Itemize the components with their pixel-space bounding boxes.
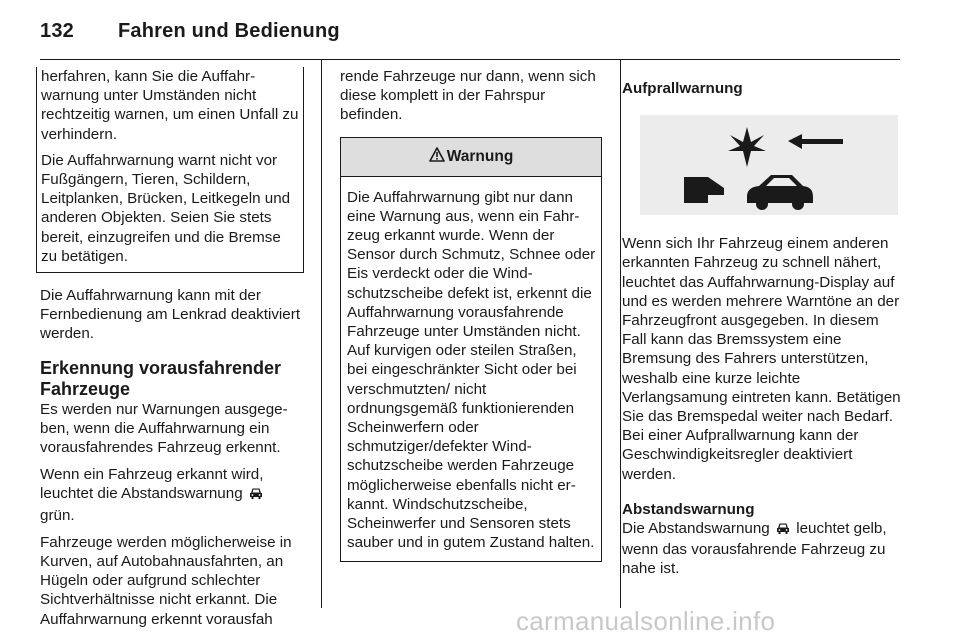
warning-body: Die Auffahrwarnung gibt nur dann eine Warnung aus, wenn ein Fahrzeug erkannt wurde. Wenn der Sensor durch Schmutz, Schnee oder Eis verdeckt oder die Windschutzscheibe defekt ist, erkennt die Auffahrwarnung vorausfahrende Fahrzeuge unter Umständen nicht. Auf kurvigen oder steilen Straßen, bei eingeschränkter Sicht oder bei verschmutzten/ nicht ordnungsgemäß funktionierenden Scheinwerfern oder schmutziger/defekter Windschutzscheibe werden Fahrzeuge möglicherweise ebenfalls nicht erkannt. Windschutzscheibe, Scheinwerfer und Sensoren stets sauber und in gutem Zustand halten. [347,188,596,552]
box-paragraph: herfahren, kann Sie die Auffahrwarnung unter Umständen nicht rechtzeitig warnen, um einen Unfall zu verhindern. [41,68,299,143]
paragraph: Wenn sich Ihr Fahrzeug einem anderen erkannten Fahrzeug zu schnell nähert, leuchtet das Auffahrwarnung-Display auf und es werden mehrere Warntöne an der Fahrzeugfront ausgegeben. In diesem Fall kann das Bremssystem eine Bremsung des Fahrers unterstützen, weshalb eine kurze leichte Verlangsamung eintreten kann. Betätigen Sie das Bremspedal weiter nach Bedarf. Bei einer Aufprallwarnung kann der Geschwindigkeitsregler deaktiviert werden. [622,235,901,483]
header-rule [40,59,900,60]
text: leuchtet gelb, wenn das vorausfahrende Fahrzeug zu nahe ist. [622,520,887,578]
page-header [40,20,340,50]
watermark: carmanualsonline.info [516,606,776,636]
column-3 [622,67,902,587]
text: grün. [40,506,75,524]
warning-title: Warnung [446,148,514,165]
page-number: 132 [40,20,74,42]
column-divider-1 [321,60,322,608]
text: Wenn ein Fahrzeug erkannt wird, leuchtet die Abstandswarnung [40,466,264,503]
warning-box [340,137,602,563]
column-1 [40,67,302,637]
warning-box-continuation [36,67,304,273]
car-front-icon [776,521,790,540]
paragraph: Es werden nur Warnungen ausgegeben, wenn die Auffahrwarnung ein vorausfahrendes Fahrzeug erkennt. [40,400,288,457]
page-title: Fahren und Bedienung [118,20,340,42]
subheading: Abstandswarnung [622,500,755,518]
box-paragraph: Die Auffahrwarnung warnt nicht vor Fußgängern, Tieren, Schildern, Leitplanken, Brücken, Leitkegeln und anderen Objekten. Seien Sie stets bereit, einzugreifen und die Bremse zu betätigen. [41,151,291,265]
paragraph: Die Auffahrwarnung kann mit der Fernbedienung am Lenkrad deaktiviert werden. [40,287,301,343]
text: Die Abstandswarnung [622,520,770,538]
subheading: Aufprallwarnung [622,80,743,97]
warning-header [341,138,601,177]
column-divider-2 [620,60,621,608]
car-front-icon [249,486,263,505]
paragraph: Fahrzeuge werden möglicherweise in Kurven, auf Autobahnausfahrten, an Hügeln oder aufgrund schlechter Sichtverhältnisse nicht erkannt. Die Auffahrwarnung erkennt vorausfah [40,533,292,628]
paragraph: rende Fahrzeuge nur dann, wenn sich diese komplett in der Fahrspur befinden. [340,68,596,124]
warning-icon [429,147,445,166]
paragraph [40,465,302,525]
collision-warning-icon [640,115,898,215]
paragraph [622,519,902,579]
collision-warning-illustration [640,115,898,215]
section-title: Erkennung vorausfahrender Fahrzeuge [40,357,282,399]
column-2 [340,67,602,562]
